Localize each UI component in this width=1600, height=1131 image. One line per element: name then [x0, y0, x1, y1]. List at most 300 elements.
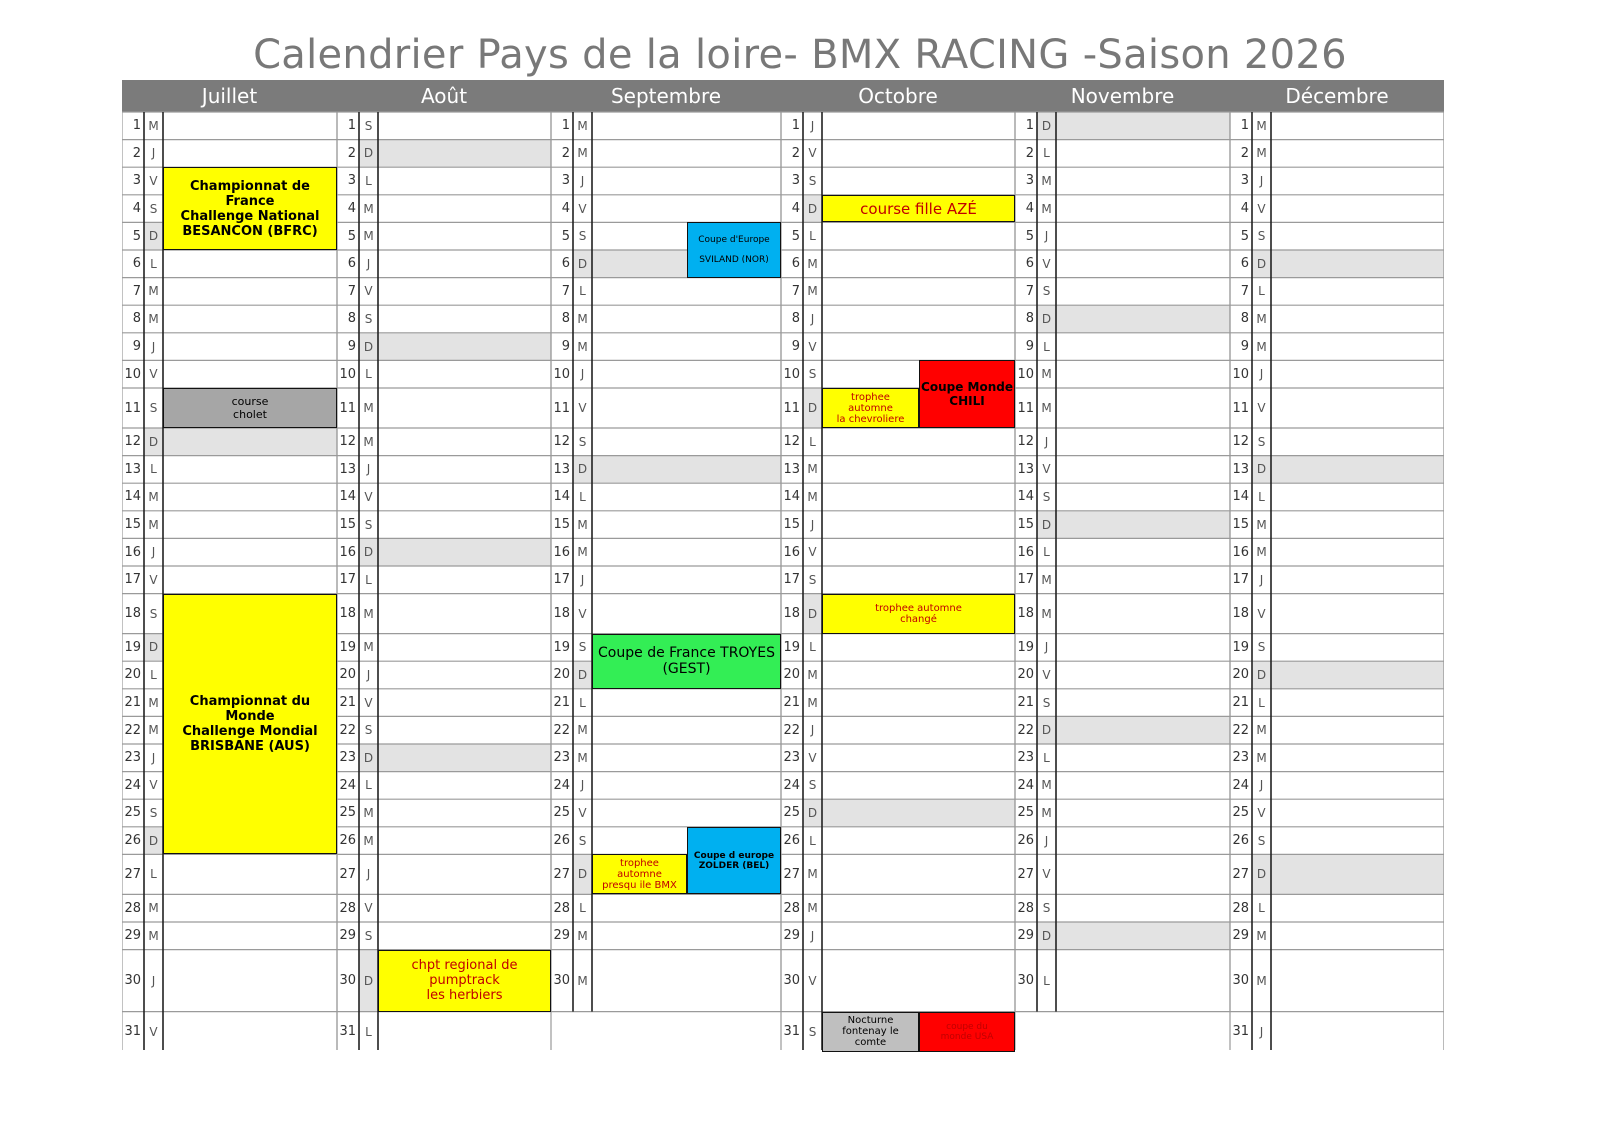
day-number: 25 [783, 805, 800, 821]
day-number: 20 [783, 667, 800, 683]
event-block: course cholet [163, 388, 337, 428]
day-number: 30 [1232, 973, 1249, 989]
weekday-letter: L [1258, 489, 1265, 504]
weekday-letter: M [1256, 311, 1267, 326]
weekday-letter: J [151, 339, 156, 354]
event-block: Coupe d'Europe SVILAND (NOR) [687, 222, 781, 277]
weekday-letter: S [364, 723, 373, 738]
weekday-letter: L [809, 434, 816, 449]
weekday-letter: V [578, 401, 587, 415]
weekday-letter: D [144, 634, 163, 662]
weekday-letter: J [810, 723, 815, 738]
day-number: 10 [553, 366, 570, 382]
weekday-letter: V [364, 489, 373, 504]
weekday-letter: S [1257, 833, 1266, 848]
day-number: 16 [124, 544, 141, 560]
day-number: 2 [347, 145, 356, 161]
day-number: 6 [347, 256, 356, 272]
day-number: 10 [1017, 366, 1034, 382]
weekday-letter: M [1256, 146, 1267, 161]
weekday-letter: S [364, 517, 373, 532]
weekday-letter: D [359, 538, 378, 566]
weekday-letter: V [578, 606, 587, 621]
day-number: 12 [1232, 434, 1249, 450]
weekday-letter: M [363, 805, 374, 820]
weekday-letter: D [359, 744, 378, 772]
day-number: 8 [1240, 311, 1249, 327]
weekday-letter: J [1044, 833, 1049, 848]
day-number: 12 [124, 434, 141, 450]
weekday-letter: D [144, 428, 163, 456]
day-number: 30 [553, 973, 570, 989]
day-number: 24 [1017, 777, 1034, 793]
day-number: 24 [124, 777, 141, 793]
weekday-letter: M [807, 256, 818, 271]
day-number: 2 [132, 145, 141, 161]
weekday-letter: L [579, 901, 586, 916]
day-number: 15 [553, 517, 570, 533]
day-number: 11 [553, 400, 570, 416]
weekday-letter: M [1256, 928, 1267, 943]
day-number: 2 [561, 145, 570, 161]
day-number: 23 [783, 750, 800, 766]
day-number: 14 [1232, 489, 1249, 505]
weekday-letter: D [1037, 716, 1056, 744]
weekday-letter: V [364, 695, 373, 710]
weekday-letter: J [1259, 367, 1264, 382]
day-number: 28 [339, 900, 356, 916]
weekday-letter: L [1258, 284, 1265, 299]
weekday-letter: M [148, 118, 159, 133]
day-number: 22 [1017, 722, 1034, 738]
day-number: 21 [783, 695, 800, 711]
weekday-letter: V [364, 284, 373, 299]
day-number: 14 [124, 489, 141, 505]
day-number: 25 [1232, 805, 1249, 821]
weekday-letter: D [359, 333, 378, 361]
weekday-letter: L [579, 489, 586, 504]
day-number: 15 [1017, 517, 1034, 533]
day-number: 4 [1240, 201, 1249, 217]
weekday-letter: M [577, 517, 588, 532]
day-number: 9 [132, 339, 141, 355]
weekday-letter: M [363, 833, 374, 848]
weekday-letter: S [808, 367, 817, 382]
weekday-letter: M [1256, 545, 1267, 560]
weekday-letter: L [1043, 339, 1050, 354]
day-number: 25 [1017, 805, 1034, 821]
weekday-letter: M [807, 867, 818, 882]
day-number: 2 [1025, 145, 1034, 161]
day-number: 24 [339, 777, 356, 793]
weekday-letter: J [151, 750, 156, 765]
weekday-letter: D [573, 854, 592, 894]
weekday-letter: M [363, 401, 374, 415]
day-number: 3 [791, 173, 800, 189]
day-number: 23 [339, 750, 356, 766]
day-number: 3 [347, 173, 356, 189]
day-number: 26 [339, 833, 356, 849]
day-number: 7 [347, 283, 356, 299]
weekday-letter: D [803, 799, 822, 827]
weekday-letter: M [1041, 606, 1052, 621]
weekday-letter: M [577, 545, 588, 560]
weekday-letter: D [1252, 456, 1271, 484]
day-number: 9 [791, 339, 800, 355]
day-number: 18 [339, 606, 356, 622]
weekday-letter: J [580, 367, 585, 382]
weekday-letter: S [808, 1024, 817, 1039]
weekday-letter: M [1256, 723, 1267, 738]
weekday-letter: D [144, 827, 163, 855]
weekday-letter: J [810, 118, 815, 133]
event-block: trophee automne la chevroliere [822, 388, 919, 428]
weekday-letter: S [1042, 489, 1051, 504]
day-number: 17 [124, 572, 141, 588]
day-number: 7 [1025, 283, 1034, 299]
day-number: 10 [124, 366, 141, 382]
weekday-letter: V [1257, 606, 1266, 621]
day-number: 19 [783, 639, 800, 655]
day-number: 21 [339, 695, 356, 711]
weekday-letter: M [148, 695, 159, 710]
weekday-letter: V [808, 973, 817, 988]
weekday-letter: D [359, 950, 378, 1012]
weekday-letter: M [1256, 750, 1267, 765]
weekday-letter: J [1259, 778, 1264, 793]
day-number: 26 [553, 833, 570, 849]
weekday-letter: M [577, 928, 588, 943]
weekday-letter: D [573, 661, 592, 689]
weekday-letter: L [1043, 545, 1050, 560]
weekday-letter: L [579, 695, 586, 710]
day-number: 31 [1232, 1024, 1249, 1040]
day-number: 17 [1017, 572, 1034, 588]
day-number: 19 [1232, 639, 1249, 655]
weekday-letter: M [577, 311, 588, 326]
day-number: 3 [561, 173, 570, 189]
weekday-letter: S [1042, 901, 1051, 916]
calendar-grid [122, 80, 1442, 1049]
weekday-letter: L [365, 778, 372, 793]
event-block: coupe du monde USA [919, 1012, 1015, 1052]
weekday-letter: M [577, 146, 588, 161]
day-number: 29 [783, 928, 800, 944]
weekday-letter: J [580, 572, 585, 587]
day-number: 6 [1025, 256, 1034, 272]
weekday-letter: M [363, 606, 374, 621]
weekday-letter: L [809, 640, 816, 655]
page-title: Calendrier Pays de la loire- BMX RACING -Saison 2026 [253, 32, 1347, 78]
day-number: 14 [1017, 489, 1034, 505]
weekday-letter: S [149, 805, 158, 820]
weekday-letter: M [148, 311, 159, 326]
day-number: 22 [553, 722, 570, 738]
day-number: 11 [1232, 400, 1249, 416]
weekday-letter: L [150, 256, 157, 271]
weekday-letter: L [150, 462, 157, 477]
day-number: 18 [124, 606, 141, 622]
day-number: 20 [1232, 667, 1249, 683]
weekday-letter: S [808, 572, 817, 587]
day-number: 30 [124, 973, 141, 989]
day-number: 25 [339, 805, 356, 821]
weekday-letter: V [808, 146, 817, 161]
event-block: Coupe d europe ZOLDER (BEL) [687, 827, 781, 895]
weekday-letter: J [366, 256, 371, 271]
day-number: 26 [783, 833, 800, 849]
month-header: Novembre [1015, 80, 1230, 112]
day-number: 20 [1017, 667, 1034, 683]
day-number: 22 [783, 722, 800, 738]
event-block: Championnat du Monde Challenge Mondial BRISBANE (AUS) [163, 594, 337, 855]
day-number: 5 [1025, 228, 1034, 244]
day-number: 19 [1017, 639, 1034, 655]
weekday-letter: M [1256, 517, 1267, 532]
day-number: 2 [791, 145, 800, 161]
day-number: 7 [791, 283, 800, 299]
weekday-letter: M [1041, 778, 1052, 793]
day-number: 18 [783, 606, 800, 622]
weekday-letter: M [1041, 805, 1052, 820]
weekday-letter: L [1043, 750, 1050, 765]
day-number: 17 [339, 572, 356, 588]
weekday-letter: V [1257, 805, 1266, 820]
day-number: 28 [1017, 900, 1034, 916]
day-number: 23 [553, 750, 570, 766]
weekday-letter: V [808, 545, 817, 560]
day-number: 21 [1017, 695, 1034, 711]
weekday-letter: M [363, 640, 374, 655]
weekday-letter: L [150, 867, 157, 882]
weekday-letter: M [807, 462, 818, 477]
day-number: 22 [1232, 722, 1249, 738]
day-number: 10 [783, 366, 800, 382]
weekday-letter: J [366, 867, 371, 882]
weekday-letter: L [365, 572, 372, 587]
weekday-letter: D [1037, 305, 1056, 333]
weekday-letter: S [808, 173, 817, 188]
weekday-letter: J [1259, 1024, 1264, 1039]
day-number: 15 [1232, 517, 1249, 533]
day-number: 22 [124, 722, 141, 738]
day-number: 3 [1025, 173, 1034, 189]
day-number: 4 [561, 201, 570, 217]
day-number: 31 [783, 1024, 800, 1040]
day-number: 25 [553, 805, 570, 821]
day-number: 15 [339, 517, 356, 533]
weekday-letter: L [365, 173, 372, 188]
weekday-letter: V [1042, 667, 1051, 682]
weekday-letter: L [1043, 146, 1050, 161]
day-number: 24 [1232, 777, 1249, 793]
weekday-letter: M [807, 695, 818, 710]
day-number: 29 [553, 928, 570, 944]
weekday-letter: M [148, 901, 159, 916]
weekday-letter: V [578, 805, 587, 820]
day-number: 6 [1240, 256, 1249, 272]
day-number: 11 [1017, 400, 1034, 416]
weekday-letter: V [1257, 201, 1266, 216]
day-number: 14 [339, 489, 356, 505]
day-number: 4 [1025, 201, 1034, 217]
weekday-letter: S [578, 434, 587, 449]
weekday-letter: M [363, 434, 374, 449]
weekday-letter: S [578, 833, 587, 848]
event-block: Nocturne fontenay le comte [822, 1012, 919, 1052]
weekday-letter: D [359, 140, 378, 168]
weekday-letter: M [807, 667, 818, 682]
event-block: chpt regional de pumptrack les herbiers [378, 950, 551, 1012]
day-number: 4 [347, 201, 356, 217]
weekday-letter: S [1257, 434, 1266, 449]
day-number: 12 [1017, 434, 1034, 450]
weekday-letter: D [1252, 661, 1271, 689]
weekday-letter: S [578, 229, 587, 244]
weekday-letter: D [1037, 112, 1056, 140]
day-number: 24 [783, 777, 800, 793]
day-number: 13 [124, 461, 141, 477]
weekday-letter: J [580, 778, 585, 793]
weekday-letter: S [1257, 640, 1266, 655]
day-number: 29 [1232, 928, 1249, 944]
day-number: 28 [783, 900, 800, 916]
day-number: 27 [553, 866, 570, 882]
weekday-letter: S [149, 201, 158, 216]
weekday-letter: S [149, 401, 158, 415]
weekday-letter: S [808, 778, 817, 793]
day-number: 1 [1240, 118, 1249, 134]
day-number: 27 [783, 866, 800, 882]
weekday-letter: D [144, 222, 163, 250]
weekday-letter: L [809, 833, 816, 848]
event-block: Coupe de France TROYES (GEST) [592, 634, 781, 689]
event-block: Championnat de France Challenge National BESANCON (BFRC) [163, 167, 337, 250]
weekday-letter: D [573, 456, 592, 484]
weekday-letter: V [578, 201, 587, 216]
day-number: 1 [561, 118, 570, 134]
weekday-letter: S [578, 640, 587, 655]
weekday-letter: M [363, 201, 374, 216]
day-number: 16 [339, 544, 356, 560]
day-number: 24 [553, 777, 570, 793]
day-number: 21 [553, 695, 570, 711]
weekday-letter: L [809, 229, 816, 244]
weekday-letter: V [1042, 462, 1051, 477]
weekday-letter: M [1256, 973, 1267, 988]
day-number: 14 [783, 489, 800, 505]
weekday-letter: J [1044, 434, 1049, 449]
day-number: 13 [783, 461, 800, 477]
weekday-letter: V [149, 778, 158, 793]
weekday-letter: V [808, 750, 817, 765]
day-number: 28 [553, 900, 570, 916]
weekday-letter: S [364, 311, 373, 326]
weekday-letter: J [151, 545, 156, 560]
weekday-letter: J [810, 928, 815, 943]
day-number: 16 [783, 544, 800, 560]
weekday-letter: V [149, 572, 158, 587]
day-number: 10 [1232, 366, 1249, 382]
weekday-letter: J [366, 462, 371, 477]
weekday-letter: J [1044, 640, 1049, 655]
weekday-letter: M [148, 723, 159, 738]
day-number: 27 [1232, 866, 1249, 882]
weekday-letter: L [579, 284, 586, 299]
day-number: 13 [339, 461, 356, 477]
day-number: 23 [1017, 750, 1034, 766]
weekday-letter: D [1037, 922, 1056, 950]
day-number: 21 [1232, 695, 1249, 711]
event-block: trophee automne changé [822, 594, 1015, 634]
day-number: 18 [1017, 606, 1034, 622]
day-number: 26 [1232, 833, 1249, 849]
day-number: 11 [339, 400, 356, 416]
day-number: 16 [1232, 544, 1249, 560]
weekday-letter: V [1042, 867, 1051, 882]
day-number: 9 [1240, 339, 1249, 355]
day-number: 25 [124, 805, 141, 821]
weekday-letter: M [1041, 572, 1052, 587]
day-number: 5 [791, 228, 800, 244]
weekday-letter: D [1252, 854, 1271, 894]
weekday-letter: M [1256, 118, 1267, 133]
day-number: 26 [1017, 833, 1034, 849]
day-number: 21 [124, 695, 141, 711]
day-number: 27 [339, 866, 356, 882]
weekday-letter: J [366, 667, 371, 682]
day-number: 17 [1232, 572, 1249, 588]
weekday-letter: D [1037, 511, 1056, 539]
day-number: 7 [132, 283, 141, 299]
weekday-letter: M [148, 517, 159, 532]
weekday-letter: D [803, 195, 822, 223]
weekday-letter: S [364, 118, 373, 133]
month-header: Août [337, 80, 551, 112]
day-number: 11 [783, 400, 800, 416]
day-number: 15 [124, 517, 141, 533]
day-number: 8 [347, 311, 356, 327]
day-number: 20 [553, 667, 570, 683]
month-header: Septembre [551, 80, 781, 112]
weekday-letter: J [151, 146, 156, 161]
weekday-letter: J [810, 517, 815, 532]
day-number: 17 [553, 572, 570, 588]
day-number: 13 [553, 461, 570, 477]
weekday-letter: L [365, 367, 372, 382]
weekday-letter: M [1041, 367, 1052, 382]
day-number: 4 [791, 201, 800, 217]
event-block: Coupe Monde CHILI [919, 360, 1015, 428]
day-number: 28 [1232, 900, 1249, 916]
day-number: 10 [339, 366, 356, 382]
day-number: 29 [124, 928, 141, 944]
weekday-letter: M [363, 229, 374, 244]
day-number: 28 [124, 900, 141, 916]
day-number: 13 [1017, 461, 1034, 477]
weekday-letter: M [807, 901, 818, 916]
weekday-letter: V [149, 173, 158, 188]
day-number: 3 [132, 173, 141, 189]
weekday-letter: J [151, 973, 156, 988]
weekday-letter: L [365, 1024, 372, 1039]
day-number: 31 [124, 1024, 141, 1040]
day-number: 7 [561, 283, 570, 299]
day-number: 8 [1025, 311, 1034, 327]
day-number: 6 [791, 256, 800, 272]
day-number: 8 [132, 311, 141, 327]
weekday-letter: M [1041, 201, 1052, 216]
